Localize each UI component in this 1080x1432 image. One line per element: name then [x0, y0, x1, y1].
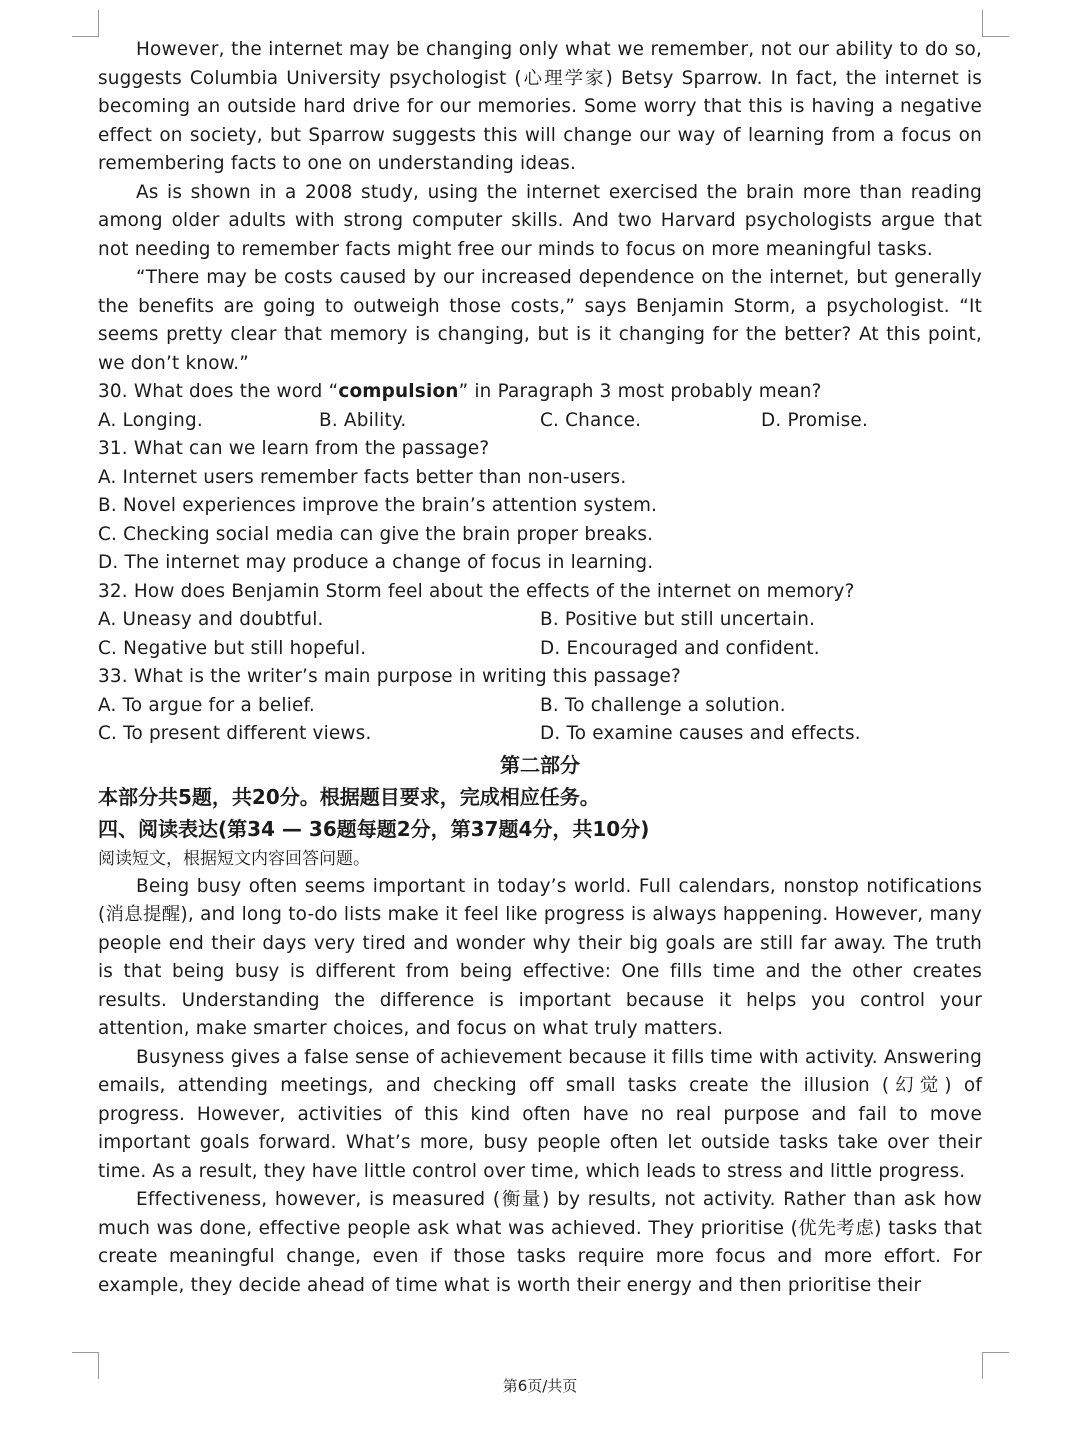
option-d: D. The internet may produce a change of focus in learning.: [98, 552, 654, 573]
question-stem: 31. What can we learn from the passage?: [98, 438, 490, 459]
option-d: D. To examine causes and effects.: [540, 723, 861, 744]
option-c: C. Negative but still hopeful.: [98, 637, 367, 659]
option-row: [98, 692, 982, 721]
option-d: D. Encouraged and confident.: [540, 637, 820, 659]
directions: 阅读短文，根据短文内容回答问题。: [98, 848, 370, 869]
passage-paragraph: As is shown in a 2008 study, using the internet exercised the brain more than reading among older adults with strong computer skills. And two Harvard psychologists argue that not needing to remember facts might free our minds to focus on more meaningful tasks.: [98, 181, 982, 260]
passage-paragraph: “There may be costs caused by our increased dependence on the internet, but generally the benefits are going to outweigh those costs,” says Benjamin Storm, a psychologist. “It seems pretty clear that memory is changing, but is it changing for the better? At this point, we don’t know.”: [98, 267, 982, 374]
part-instruction: 本部分共5题，共20分。根据题目要求，完成相应任务。: [98, 784, 600, 809]
crop-mark-bottom-right: [982, 1352, 1009, 1379]
option-b: B. To challenge a solution.: [540, 694, 786, 716]
passage-paragraph: Busyness gives a false sense of achievement because it fills time with activity. Answering emails, attending meetings, and checking off small tasks create the illusion (幻觉) of progress. However, activities of this kind often have no real purpose and fail to move important goals forward. What’s more, busy people often let outside tasks take over their time. As a result, they have little control over time, which leads to stress and little progress.: [98, 1046, 982, 1182]
option-d: D. Promise.: [761, 409, 868, 431]
option-a: A. Uneasy and doubtful.: [98, 609, 324, 630]
stem-text: ” in Paragraph 3 most probably mean?: [458, 381, 822, 402]
question-33: [98, 663, 982, 749]
option-c: C. To present different views.: [98, 723, 372, 744]
question-stem: [98, 378, 982, 407]
option-row: [98, 635, 982, 664]
option-b: B. Positive but still uncertain.: [540, 609, 816, 630]
crop-mark-top-right: [982, 10, 1009, 37]
option-b: B. Novel experiences improve the brain’s attention system.: [98, 495, 658, 516]
section-heading: 四、阅读表达(第34 — 36题每题2分，第37题4分，共10分): [98, 816, 650, 841]
option-row: [98, 606, 982, 635]
stem-text: 30. What does the word “: [98, 381, 339, 402]
option-row: [98, 407, 982, 436]
option-c: C. Checking social media can give the brain proper breaks.: [98, 523, 654, 545]
question-30: [98, 378, 982, 435]
passage-paragraph: Effectiveness, however, is measured (衡量) by results, not activity. Rather than ask how much was done, effective people ask what was achieved. They prioritise (优先考虑) tasks that create meaningful change, even if those tasks require more focus and more effort. For example, they decide ahead of time what is worth their energy and then prioritise their: [98, 1189, 982, 1296]
passage-paragraph: However, the internet may be changing only what we remember, not our ability to do so, suggests Columbia University psychologist (心理学家) Betsy Sparrow. In fact, the internet is becoming an outside hard drive for our memories. Some worry that this is having a negative effect on society, but Sparrow suggests this will change our way of learning from a focus on remembering facts to one on understanding ideas.: [98, 39, 982, 174]
option-a: A. Longing.: [98, 409, 203, 431]
question-31: [98, 435, 982, 578]
crop-mark-bottom-left: [72, 1352, 99, 1379]
option-row: [98, 720, 982, 749]
option-a: A. To argue for a belief.: [98, 694, 315, 716]
stem-keyword: compulsion: [338, 381, 459, 402]
part-two: [98, 749, 982, 1301]
question-stem: 33. What is the writer’s main purpose in writing this passage?: [98, 666, 681, 687]
question-stem: 32. How does Benjamin Storm feel about the effects of the internet on memory?: [98, 580, 855, 602]
reading-passage: [98, 36, 982, 378]
option-c: C. Chance.: [540, 409, 642, 431]
question-32: [98, 578, 982, 664]
option-b: B. Ability.: [319, 409, 407, 431]
page-content: [98, 36, 982, 1300]
crop-mark-top-left: [72, 10, 99, 37]
part-title: 第二部分: [500, 752, 580, 777]
option-a: A. Internet users remember facts better than non-users.: [98, 466, 627, 488]
passage-paragraph: Being busy often seems important in today’s world. Full calendars, nonstop notifications (消息提醒), and long to-do lists make it feel like progress is always happening. However, many people end their days very tired and wonder why their big goals are still far away. The truth is that being busy is different from being effective: One fills time and the other creates results. Understanding the difference is important because it helps you control your attention, make smarter choices, and focus on what truly matters.: [98, 875, 982, 1039]
page-number: 第6页/共页: [502, 1377, 578, 1395]
